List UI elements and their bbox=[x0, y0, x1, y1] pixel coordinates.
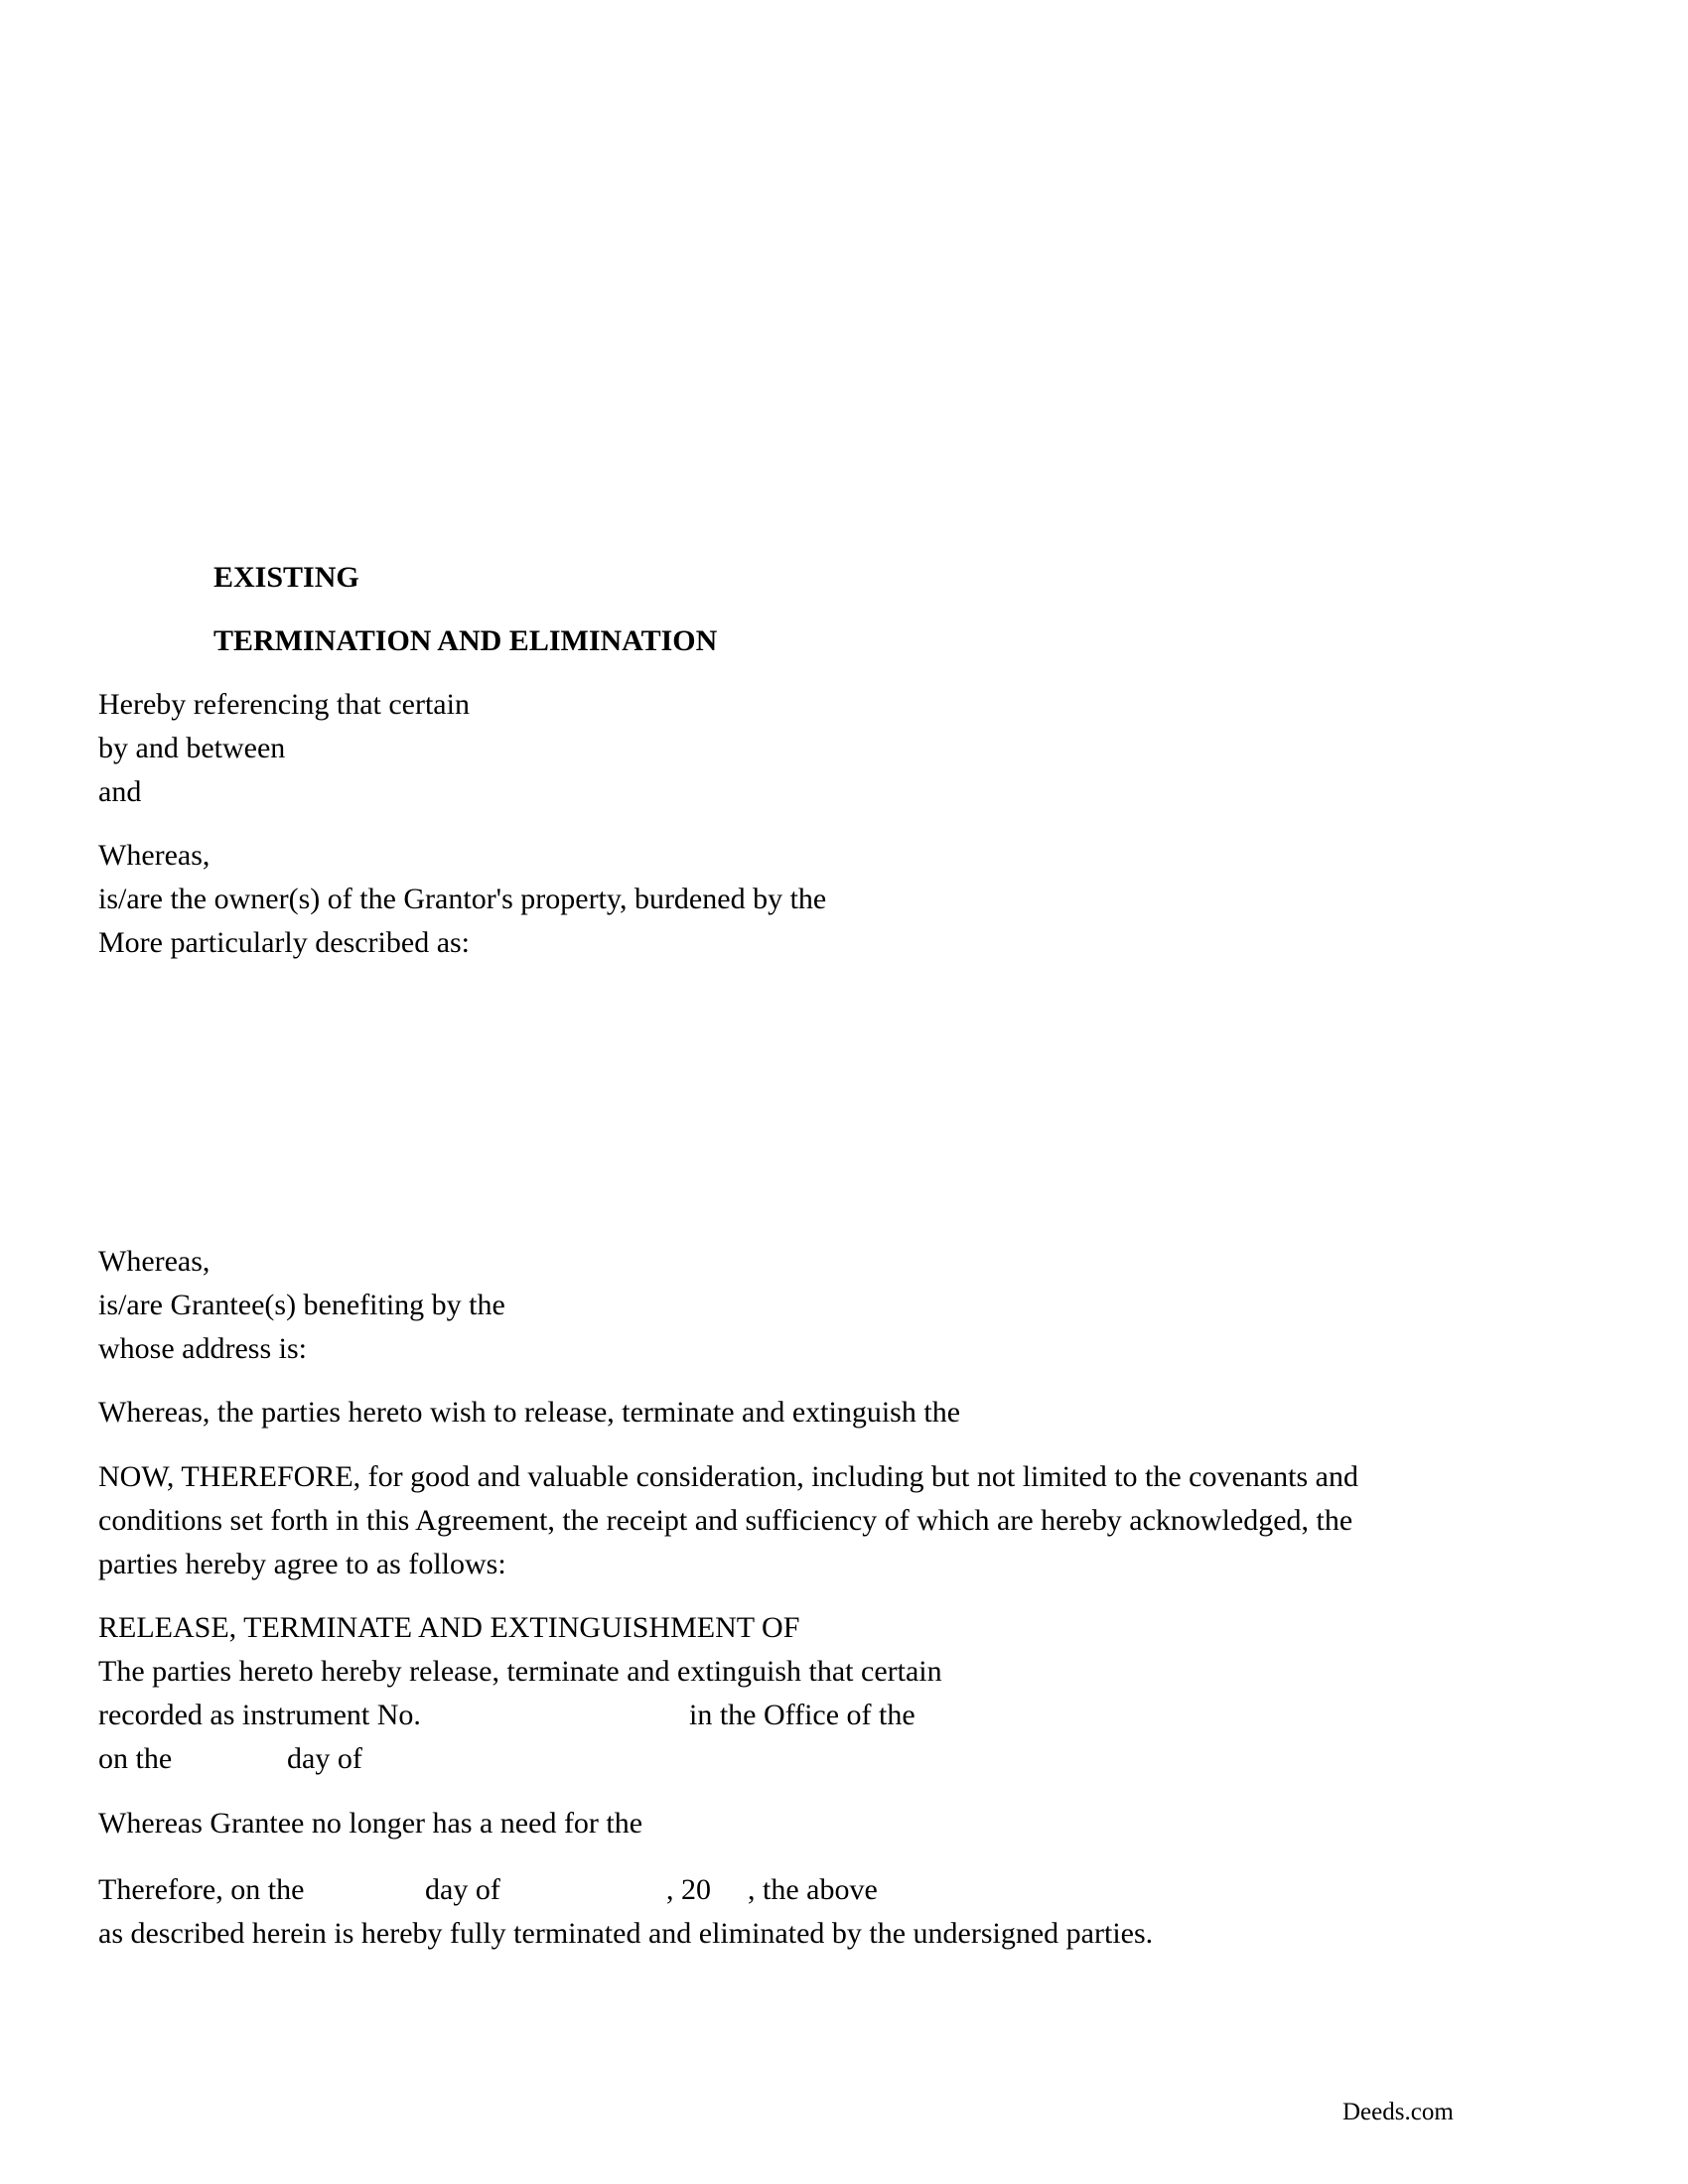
therefore-part-a: Therefore, on the bbox=[98, 1873, 305, 1906]
release-section-line-1: The parties hereto hereby release, terminate and extinguish that certain bbox=[98, 1655, 942, 1688]
grantor-recital-line-2: is/are the owner(s) of the Grantor's property, burdened by the bbox=[98, 883, 827, 915]
grantor-recital-line-1: Whereas, bbox=[98, 839, 211, 872]
release-section-title: RELEASE, TERMINATE AND EXTINGUISHMENT OF bbox=[98, 1611, 800, 1644]
no-longer-need-line: Whereas Grantee no longer has a need for the bbox=[98, 1807, 643, 1840]
release-section-line-3b: day of bbox=[287, 1742, 362, 1775]
footer-brand: Deeds.com bbox=[1342, 2099, 1454, 2125]
reference-line-1: Hereby referencing that certain bbox=[98, 688, 470, 721]
therefore-part-d: , the above bbox=[748, 1873, 878, 1906]
release-section-line-2a: recorded as instrument No. bbox=[98, 1699, 421, 1731]
therefore-part-c: , 20 bbox=[666, 1873, 711, 1906]
release-section-line-2b: in the Office of the bbox=[689, 1699, 915, 1731]
grantee-recital-line-2: is/are Grantee(s) benefiting by the bbox=[98, 1289, 505, 1321]
grantee-recital-line-1: Whereas, bbox=[98, 1245, 211, 1278]
reference-line-2: by and between bbox=[98, 732, 286, 764]
consideration-line-2: conditions set forth in this Agreement, the receipt and sufficiency of which are hereby acknowledged, the bbox=[98, 1504, 1353, 1537]
release-section-line-3a: on the bbox=[98, 1742, 173, 1775]
consideration-line-3: parties hereby agree to as follows: bbox=[98, 1548, 506, 1580]
therefore-line-2: as described herein is hereby fully terminated and eliminated by the undersigned parties. bbox=[98, 1917, 1154, 1950]
reference-line-3: and bbox=[98, 775, 142, 808]
heading-termination: TERMINATION AND ELIMINATION bbox=[213, 624, 718, 657]
release-wish-line: Whereas, the parties hereto wish to release, terminate and extinguish the bbox=[98, 1396, 961, 1429]
heading-existing: EXISTING bbox=[213, 561, 359, 594]
therefore-part-b: day of bbox=[425, 1873, 500, 1906]
consideration-line-1: NOW, THEREFORE, for good and valuable consideration, including but not limited to the covenants and bbox=[98, 1460, 1358, 1493]
grantor-recital-line-3: More particularly described as: bbox=[98, 926, 471, 959]
grantee-recital-line-3: whose address is: bbox=[98, 1332, 307, 1365]
